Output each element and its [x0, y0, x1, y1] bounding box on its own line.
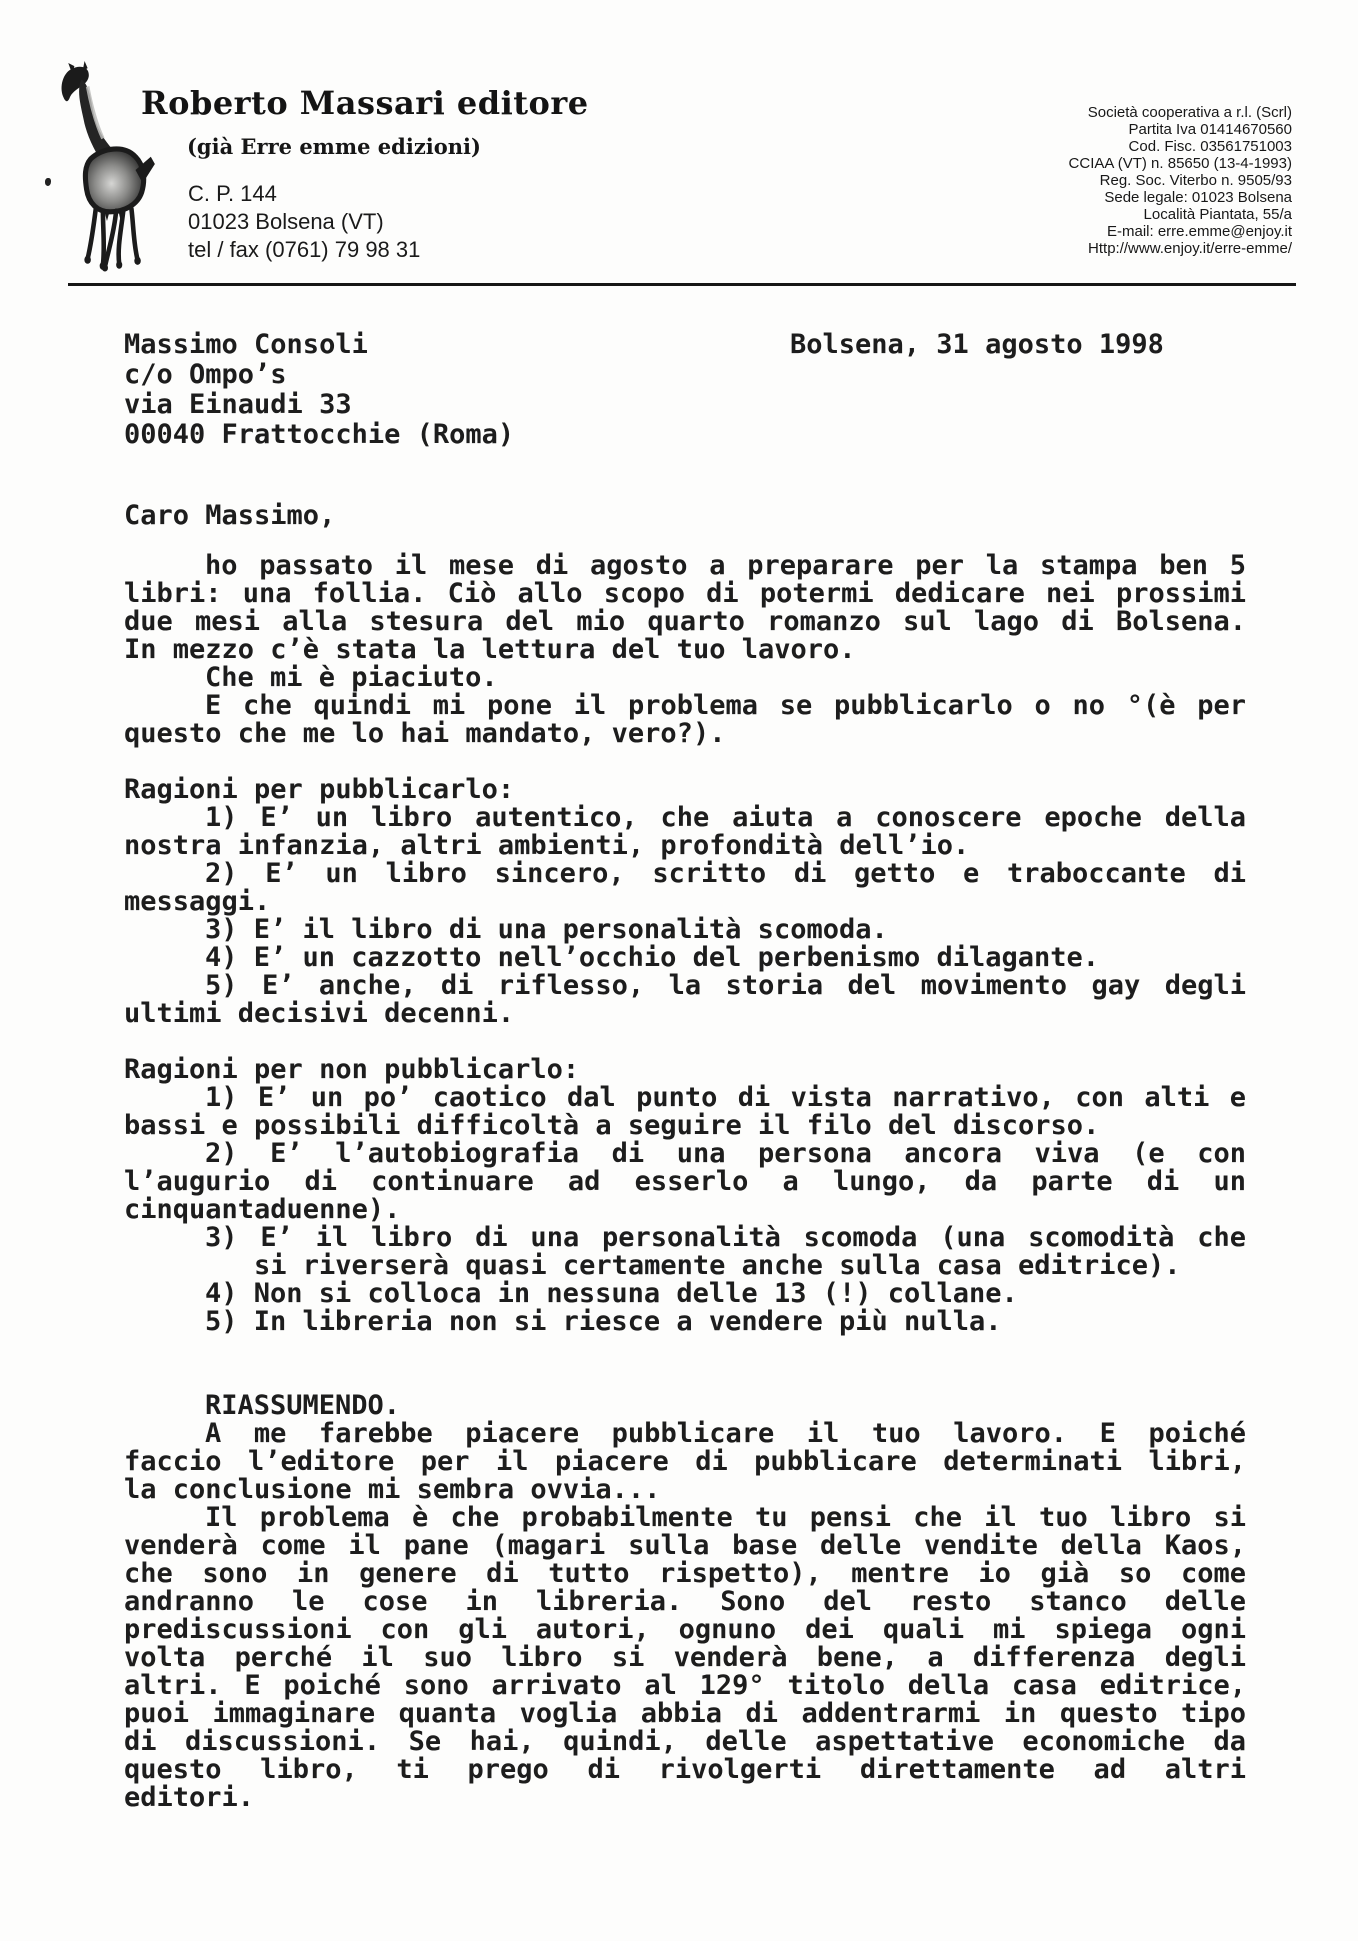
- company-registration-info: [1069, 104, 1292, 257]
- body-line: ho passato il mese di agosto a preparare per la stampa ben 5: [205, 550, 1246, 581]
- company-info-line: Località Piantata, 55/a: [1143, 206, 1292, 223]
- body-line: volta perché il suo libro si venderà bene, a differenza degli: [124, 1642, 1246, 1673]
- body-line: RIASSUMENDO.: [205, 1390, 401, 1421]
- body-line: 5) E’ anche, di riflesso, la storia del movimento gay degli: [205, 970, 1246, 1001]
- body-line: nostra infanzia, altri ambienti, profondità dell’io.: [124, 830, 970, 861]
- body-line: 1) E’ un po’ caotico dal punto di vista narrativo, con alti e: [205, 1082, 1246, 1113]
- company-info-line: E-mail: erre.emme@enjoy.it: [1107, 223, 1292, 240]
- body-line: ultimi decisivi decenni.: [124, 998, 515, 1029]
- letterhead-divider: [68, 283, 1296, 286]
- publisher-address: [188, 180, 420, 264]
- company-info-line: Http://www.enjoy.it/erre-emme/: [1088, 240, 1292, 257]
- company-info-line: Partita Iva 01414670560: [1128, 121, 1292, 138]
- recipient-line: 00040 Frattocchie (Roma): [124, 419, 515, 450]
- body-line: puoi immaginare quanta voglia abbia di addentrarmi in questo tipo: [124, 1698, 1246, 1729]
- body-line: la conclusione mi sembra ovvia...: [124, 1474, 661, 1505]
- body-line: faccio l’editore per il piacere di pubblicare determinati libri,: [124, 1446, 1246, 1477]
- publisher-address-line: C. P. 144: [188, 181, 277, 206]
- letter-body: [124, 552, 1246, 1812]
- body-line: che sono in genere di tutto rispetto), mentre io già so come: [124, 1558, 1246, 1589]
- body-line: bassi e possibili difficoltà a seguire il filo del discorso.: [124, 1110, 1100, 1141]
- body-line: cinquantaduenne).: [124, 1194, 401, 1225]
- body-line: Il problema è che probabilmente tu pensi che il tuo libro si: [205, 1502, 1246, 1533]
- body-line: venderà come il pane (magari sulla base delle vendite della Kaos,: [124, 1530, 1246, 1561]
- body-line: questo che me lo hai mandato, vero?).: [124, 718, 726, 749]
- body-line: prediscussioni con gli autori, ognuno dei quali mi spiega ogni: [124, 1614, 1246, 1645]
- body-line: si riverserà quasi certamente anche sulla casa editrice).: [254, 1250, 1181, 1281]
- company-info-line: CCIAA (VT) n. 85650 (13-4-1993): [1068, 155, 1292, 172]
- recipient-address: [124, 330, 514, 450]
- company-info-line: Cod. Fisc. 03561751003: [1128, 138, 1292, 155]
- body-line: [124, 1028, 1246, 1056]
- recipient-line: c/o Ompo’s: [124, 359, 287, 390]
- recipient-line: Massimo Consoli: [124, 329, 368, 360]
- body-line: 1) E’ un libro autentico, che aiuta a conoscere epoche della: [205, 802, 1246, 833]
- body-line: 4) E’ un cazzotto nell’occhio del perbenismo dilagante.: [205, 942, 1100, 973]
- body-line: l’augurio di continuare ad esserlo a lungo, da parte di un: [124, 1166, 1246, 1197]
- body-line: [124, 1336, 1246, 1364]
- body-line: Ragioni per pubblicarlo:: [124, 774, 515, 805]
- body-line: questo libro, ti prego di rivolgerti direttamente ad altri: [124, 1754, 1246, 1785]
- body-line: E che quindi mi pone il problema se pubblicarlo o no °(è per: [205, 690, 1246, 721]
- body-line: altri. E poiché sono arrivato al 129° titolo della casa editrice,: [124, 1670, 1246, 1701]
- body-line: In mezzo c’è stata la lettura del tuo lavoro.: [124, 634, 856, 665]
- body-line: 2) E’ l’autobiografia di una persona ancora viva (e con: [205, 1138, 1246, 1169]
- publisher-former-name: (già Erre emme edizioni): [187, 134, 481, 159]
- body-line: 2) E’ un libro sincero, scritto di getto e traboccante di: [205, 858, 1246, 889]
- body-line: di discussioni. Se hai, quindi, delle aspettative economiche da: [124, 1726, 1246, 1757]
- body-line: Ragioni per non pubblicarlo:: [124, 1054, 580, 1085]
- body-line: 5) In libreria non si riesce a vendere più nulla.: [205, 1306, 1002, 1337]
- body-line: 3) E’ il libro di una personalità scomoda (una scomodità che: [205, 1222, 1246, 1253]
- body-line: due mesi alla stesura del mio quarto romanzo sul lago di Bolsena.: [124, 606, 1246, 637]
- publisher-address-line: tel / fax (0761) 79 98 31: [188, 237, 421, 262]
- body-line: libri: una follia. Ciò allo scopo di potermi dedicare nei prossimi: [124, 578, 1246, 609]
- ink-speck: [45, 178, 51, 186]
- body-line: 3) E’ il libro di una personalità scomoda.: [205, 914, 888, 945]
- body-line: [124, 748, 1246, 776]
- body-line: editori.: [124, 1782, 255, 1813]
- body-line: andranno le cose in libreria. Sono del resto stanco delle: [124, 1586, 1246, 1617]
- company-info-line: Società cooperativa a r.l. (Scrl): [1087, 104, 1292, 121]
- company-info-line: Sede legale: 01023 Bolsena: [1104, 189, 1292, 206]
- recipient-line: via Einaudi 33: [124, 389, 352, 420]
- body-line: Che mi è piaciuto.: [205, 662, 498, 693]
- salutation: Caro Massimo,: [124, 500, 336, 531]
- publisher-address-line: 01023 Bolsena (VT): [188, 209, 384, 234]
- body-line: messaggi.: [124, 886, 271, 917]
- publisher-name: Roberto Massari editore: [141, 84, 589, 122]
- dateline: Bolsena, 31 agosto 1998: [790, 329, 1164, 360]
- body-line: [124, 1364, 1246, 1392]
- body-line: A me farebbe piacere pubblicare il tuo lavoro. E poiché: [205, 1418, 1246, 1449]
- body-line: 4) Non si colloca in nessuna delle 13 (!) collane.: [205, 1278, 1018, 1309]
- company-info-line: Reg. Soc. Viterbo n. 9505/93: [1099, 172, 1292, 189]
